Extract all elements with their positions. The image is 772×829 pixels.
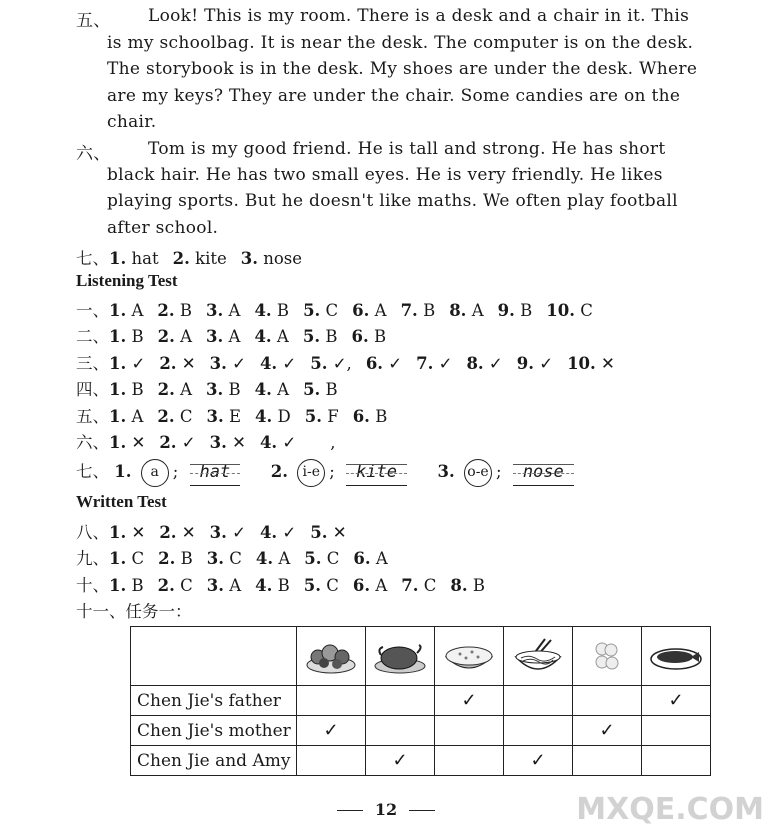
item-answer: B <box>276 301 290 320</box>
item-answer: ✓ <box>282 523 297 542</box>
item-number: 10. <box>567 354 596 373</box>
passage-6-line-3: playing sports. But he doesn't like maths. We often play football <box>107 191 678 211</box>
answer-item <box>210 354 246 373</box>
item-number: 3. <box>206 407 224 426</box>
item-answer: B <box>520 301 533 320</box>
item-answer: A <box>180 327 193 346</box>
item-number: 5. <box>303 380 321 399</box>
answer-row-7a <box>76 245 316 269</box>
answer-item <box>254 301 289 320</box>
item-answer: C <box>229 549 242 568</box>
check-cell <box>366 686 435 716</box>
answer-item <box>159 354 195 373</box>
item-answer: ✓ <box>282 433 297 452</box>
row-label: 九、 <box>76 549 109 568</box>
sound-circle: a <box>141 459 169 487</box>
answer-row-4 <box>76 376 352 400</box>
answer-item <box>157 301 192 320</box>
passage-5-line-4: are my keys? They are under the chair. Some candies are on the <box>107 86 681 106</box>
icon-row <box>131 627 711 686</box>
handwriting-word: kite <box>346 459 407 486</box>
table-row <box>131 746 711 776</box>
item-number: 2. <box>159 523 177 542</box>
item-answer: B <box>472 576 486 595</box>
check-cell <box>642 746 711 776</box>
answer-item <box>352 301 386 320</box>
dumplings-icon <box>580 637 634 675</box>
answer-item <box>546 301 593 320</box>
check-cell <box>297 686 366 716</box>
answer-row-8 <box>76 519 361 543</box>
item-answer: A <box>375 549 388 568</box>
item-number: 3. <box>206 327 224 346</box>
check-cell <box>297 746 366 776</box>
item-answer: B <box>131 380 144 399</box>
item-number: 2. <box>157 407 175 426</box>
row-label: 二、 <box>76 327 109 346</box>
answer-item <box>158 576 193 595</box>
passage-5-label: 五、 <box>76 11 111 31</box>
answer-row-9 <box>76 545 402 569</box>
item-answer: hat <box>131 249 159 268</box>
answer-item <box>304 576 339 595</box>
check-cell <box>573 686 642 716</box>
item-number: 1. <box>109 301 127 320</box>
item-answer: A <box>276 327 289 346</box>
rice-cell <box>435 627 504 686</box>
task-11-label: 十一、任务一： <box>76 602 192 621</box>
item-number: 3. <box>206 301 224 320</box>
watermark: MXQE.COM <box>576 792 764 827</box>
item-answer: D <box>277 407 291 426</box>
answer-item <box>305 407 339 426</box>
item-answer: A <box>131 407 144 426</box>
answer-item <box>303 301 338 320</box>
answer-item <box>255 576 290 595</box>
footer-dash-right <box>409 810 435 811</box>
item-answer: A <box>374 301 387 320</box>
row-label: 三、 <box>76 354 109 373</box>
item-answer: ✕ <box>332 523 347 542</box>
item-number: 5. <box>303 576 321 595</box>
answer-item <box>158 549 193 568</box>
item-number: 2. <box>157 380 175 399</box>
item-answer: ✓ <box>232 523 246 542</box>
written-test-heading: Written Test <box>76 492 167 511</box>
answer-item <box>109 433 145 452</box>
item-number: 7. <box>401 576 419 595</box>
item-answer: A <box>228 301 241 320</box>
check-cell: ✓ <box>435 686 504 716</box>
answer-item <box>450 576 485 595</box>
check-cell: ✓ <box>573 716 642 746</box>
handwriting-word: nose <box>513 459 574 486</box>
answer-row-3 <box>76 350 629 374</box>
item-number: 1. <box>114 462 132 481</box>
item-number: 3. <box>206 576 224 595</box>
item-answer: ✓ <box>282 354 297 373</box>
item-answer: ✕ <box>181 354 196 373</box>
item-answer: ✕ <box>181 523 196 542</box>
item-number: 1. <box>109 523 127 542</box>
answer-item <box>517 354 553 373</box>
item-number: 9. <box>497 301 515 320</box>
table-row <box>131 686 711 716</box>
item-number: 4. <box>255 576 273 595</box>
item-number: 2. <box>159 433 177 452</box>
passage-5-line-2: is my schoolbag. It is near the desk. The computer is on the desk. <box>107 33 694 53</box>
answer-item <box>159 523 195 542</box>
item-answer: ✓ <box>438 354 453 373</box>
answer-item <box>260 523 296 542</box>
item-number: 7. <box>400 301 418 320</box>
noodles-icon <box>511 637 565 675</box>
item-number: 6. <box>353 549 371 568</box>
item-number: 3. <box>209 523 227 542</box>
item-answer: B <box>373 327 387 346</box>
check-cell <box>435 716 504 746</box>
listening-test-heading: Listening Test <box>76 271 178 290</box>
item-answer: nose <box>263 249 303 268</box>
item-number: 4. <box>254 301 272 320</box>
item-number: 5. <box>310 523 328 542</box>
item-answer: B <box>228 380 241 399</box>
separator: ; <box>496 462 502 481</box>
item-number: 5. <box>304 407 322 426</box>
item-answer: B <box>375 407 388 426</box>
passage-6-line-2: black hair. He has two small eyes. He is very friendly. He likes <box>107 165 663 185</box>
answer-item <box>260 433 296 452</box>
item-number: 1. <box>109 549 127 568</box>
answer-item <box>210 433 246 452</box>
table-row <box>131 716 711 746</box>
item-number: 4. <box>259 354 278 373</box>
item-number: 6. <box>351 327 369 346</box>
item-answer: A <box>131 301 144 320</box>
item-number: 1. <box>109 407 127 426</box>
check-cell: ✓ <box>642 686 711 716</box>
item-answer: B <box>423 301 436 320</box>
item-answer: C <box>326 549 340 568</box>
item-answer: A <box>278 549 291 568</box>
answer-item <box>353 407 388 426</box>
answer-item <box>353 549 387 568</box>
item-number: 6. <box>352 301 370 320</box>
separator: ; <box>329 462 335 481</box>
answer-item <box>109 327 144 346</box>
item-answer: C <box>423 576 437 595</box>
trailing-mark: , <box>330 433 336 452</box>
item-answer: B <box>325 327 338 346</box>
fish-cell <box>642 627 711 686</box>
answer-row-10 <box>76 572 499 596</box>
item-answer: B <box>179 301 193 320</box>
answer-item <box>303 380 338 399</box>
answer-item <box>109 523 145 542</box>
item-number: 5. <box>302 327 321 346</box>
answer-row-5 <box>76 403 401 427</box>
check-cell <box>504 686 573 716</box>
item-answer: B <box>277 576 290 595</box>
answer-item <box>401 576 436 595</box>
item-number: 3. <box>209 354 227 373</box>
item-number: 1. <box>109 327 127 346</box>
item-number: 5. <box>303 301 321 320</box>
item-number: 2. <box>159 354 177 373</box>
item-answer: C <box>580 301 593 320</box>
row-person-name: Chen Jie and Amy <box>131 746 297 776</box>
footer-dash-left <box>337 810 363 811</box>
answer-row-2 <box>76 323 400 347</box>
empty-corner-cell <box>131 627 297 686</box>
item-number: 2. <box>157 327 175 346</box>
rice-icon <box>442 637 496 675</box>
item-number: 1. <box>109 380 127 399</box>
item-number: 3. <box>240 249 258 268</box>
item-answer: kite <box>195 249 227 268</box>
check-cell: ✓ <box>297 716 366 746</box>
roast-chicken-icon <box>373 637 427 675</box>
answer-item <box>466 354 502 373</box>
answer-item <box>109 549 144 568</box>
row-label: 八、 <box>76 523 109 542</box>
item-number: 1. <box>109 354 127 373</box>
answer-item <box>353 576 387 595</box>
passage-5-line-1: Look! This is my room. There is a desk and a chair in it. This <box>148 6 690 26</box>
answer-item <box>207 576 241 595</box>
item-answer: A <box>229 576 242 595</box>
item-number: 3. <box>209 433 227 452</box>
item-number: 4. <box>259 433 278 452</box>
item-answer: C <box>179 407 193 426</box>
item-answer: B <box>131 576 144 595</box>
sound-circle: o-e <box>464 459 492 487</box>
row-label: 十、 <box>76 576 109 595</box>
answer-item <box>449 301 483 320</box>
row-label: 一、 <box>76 301 109 320</box>
answer-item <box>157 407 192 426</box>
answer-row-1 <box>76 297 607 321</box>
row-label: 七、 <box>76 249 109 268</box>
salad-cell <box>297 627 366 686</box>
item-answer: F <box>327 407 339 426</box>
item-number: 1. <box>109 433 127 452</box>
answer-item <box>351 327 386 346</box>
item-number: 2. <box>157 576 175 595</box>
item-answer: ✓ <box>388 354 403 373</box>
handwriting-word: hat <box>190 459 241 486</box>
answer-item <box>416 354 452 373</box>
page-number: 12 <box>374 800 398 819</box>
answer-item <box>109 354 145 373</box>
item-number: 2. <box>270 462 288 481</box>
item-number: 4. <box>254 327 272 346</box>
check-cell <box>504 716 573 746</box>
answer-row-6 <box>76 429 336 453</box>
fish-icon <box>649 637 703 675</box>
item-answer: ✓ <box>232 354 246 373</box>
item-number: 5. <box>310 354 328 373</box>
passage-6-line-4: after school. <box>107 218 219 238</box>
item-answer: ✓ <box>181 433 196 452</box>
item-number: 9. <box>516 354 534 373</box>
item-answer: ✓ <box>131 354 146 373</box>
answer-item <box>158 327 192 346</box>
row-label: 六、 <box>76 433 109 452</box>
item-answer: A <box>228 327 241 346</box>
answer-item <box>206 380 241 399</box>
item-answer: A <box>471 301 484 320</box>
passage-6-line-1: Tom is my good friend. He is tall and strong. He has short <box>148 139 666 159</box>
item-number: 4. <box>259 523 278 542</box>
item-number: 5. <box>304 549 322 568</box>
item-answer: B <box>325 380 338 399</box>
item-number: 2. <box>172 249 190 268</box>
check-cell: ✓ <box>366 746 435 776</box>
row-person-name: Chen Jie's mother <box>131 716 297 746</box>
answer-item <box>567 354 615 373</box>
answer-item <box>255 407 291 426</box>
check-cell <box>642 716 711 746</box>
sound-circle: i-e <box>297 459 325 487</box>
answer-item <box>158 380 192 399</box>
item-number: 2. <box>158 549 176 568</box>
task-table <box>130 626 711 776</box>
check-cell <box>366 716 435 746</box>
item-answer: ✕ <box>131 433 146 452</box>
check-cell <box>573 746 642 776</box>
item-number: 7. <box>416 354 434 373</box>
row-label: 五、 <box>76 407 109 426</box>
answer-item <box>254 327 288 346</box>
item-answer: A <box>375 576 388 595</box>
item-number: 10. <box>546 301 575 320</box>
item-number: 3. <box>206 380 224 399</box>
check-cell: ✓ <box>504 746 573 776</box>
answer-item <box>366 354 402 373</box>
item-number: 6. <box>365 354 384 373</box>
item-answer: ✕ <box>131 523 146 542</box>
answer-item <box>109 301 143 320</box>
answer-item <box>255 380 289 399</box>
item-answer: ✕ <box>601 354 615 373</box>
answer-item <box>310 354 352 373</box>
item-number: 6. <box>352 407 370 426</box>
check-cell <box>435 746 504 776</box>
answer-item <box>159 433 195 452</box>
answer-item <box>109 576 144 595</box>
item-answer: ✕ <box>232 433 246 452</box>
salad-icon <box>304 637 358 675</box>
dumplings-cell <box>573 627 642 686</box>
answer-item <box>207 549 242 568</box>
item-answer: ✓ <box>488 354 503 373</box>
item-answer: C <box>325 301 339 320</box>
answer-item <box>303 327 338 346</box>
passage-6-label: 六、 <box>76 144 111 164</box>
item-number: 4. <box>254 380 272 399</box>
answer-item <box>210 523 246 542</box>
item-answer: ✓, <box>332 354 352 373</box>
row-label: 四、 <box>76 380 109 399</box>
item-answer: C <box>180 576 193 595</box>
item-answer: E <box>229 407 242 426</box>
answer-item <box>109 380 144 399</box>
item-answer: B <box>131 327 144 346</box>
item-number: 8. <box>450 576 468 595</box>
separator: ; <box>172 462 179 481</box>
item-number: 8. <box>449 301 467 320</box>
item-number: 4. <box>255 549 274 568</box>
item-answer: ✓ <box>539 354 554 373</box>
answer-item <box>498 301 533 320</box>
answer-item <box>109 407 143 426</box>
item-number: 1. <box>109 249 127 268</box>
passage-5-line-3: The storybook is in the desk. My shoes are under the desk. Where <box>107 59 698 79</box>
answer-item <box>401 301 436 320</box>
answer-item <box>260 354 296 373</box>
item-number: 1. <box>109 576 127 595</box>
row-person-name: Chen Jie's father <box>131 686 297 716</box>
item-number: 3. <box>206 549 224 568</box>
answer-item <box>310 523 346 542</box>
item-number: 3. <box>437 462 455 481</box>
item-number: 8. <box>466 354 484 373</box>
answer-item <box>206 327 240 346</box>
passage-5-line-5: chair. <box>107 112 157 132</box>
answer-item <box>256 549 290 568</box>
answer-item <box>207 407 242 426</box>
item-answer: C <box>131 549 145 568</box>
item-number: 4. <box>255 407 273 426</box>
noodles-cell <box>504 627 573 686</box>
item-answer: C <box>326 576 339 595</box>
row-label: 七、 <box>76 462 109 481</box>
answer-row-7b <box>76 458 580 487</box>
item-number: 6. <box>352 576 371 595</box>
answer-item <box>304 549 339 568</box>
item-number: 2. <box>157 301 175 320</box>
item-answer: A <box>277 380 290 399</box>
item-answer: A <box>180 380 193 399</box>
item-answer: B <box>180 549 193 568</box>
answer-item <box>206 301 240 320</box>
roast-chicken-cell <box>366 627 435 686</box>
